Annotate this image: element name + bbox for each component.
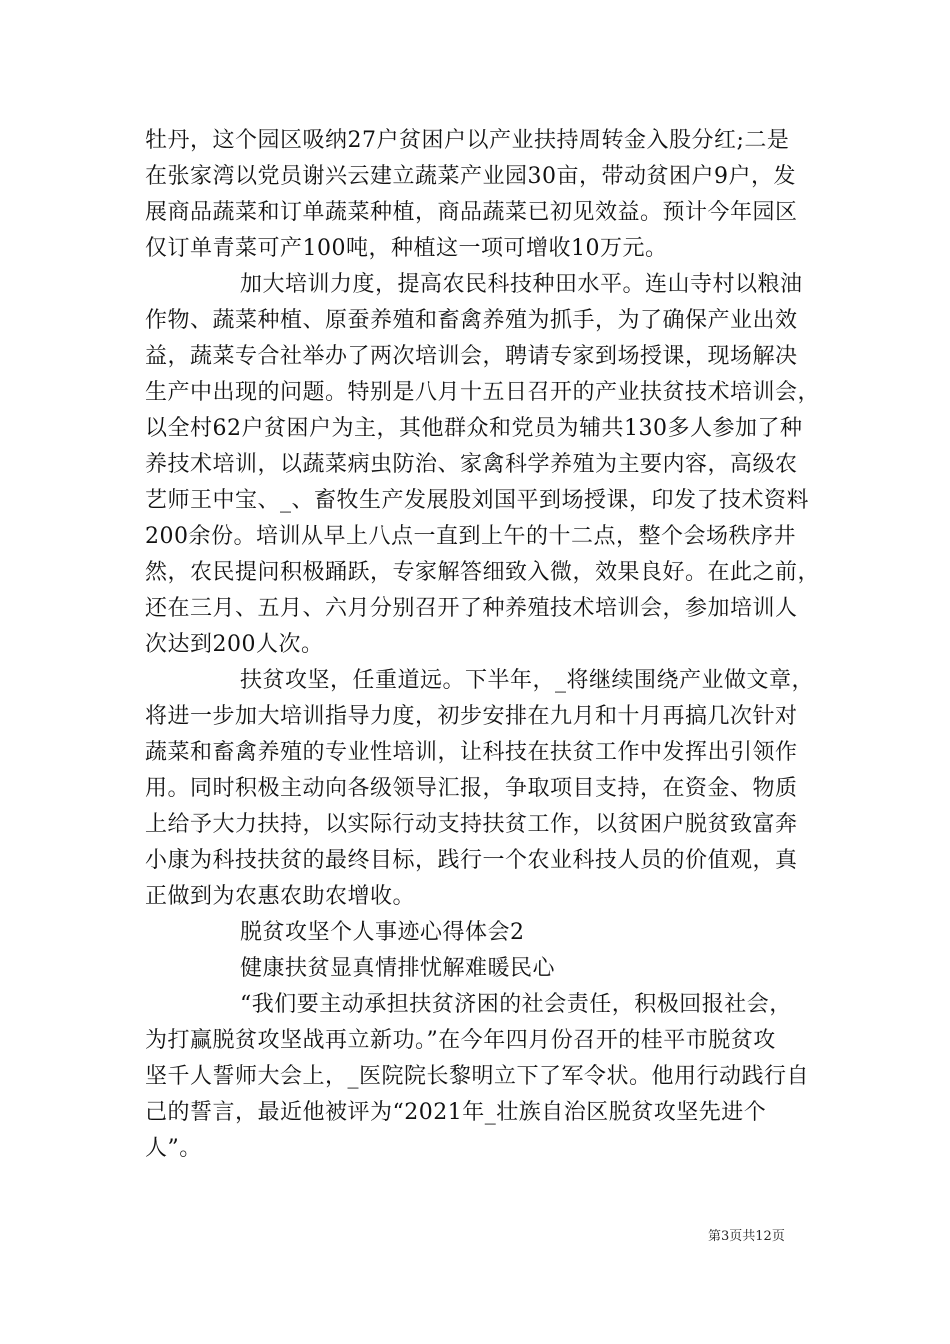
section-subheading: 健康扶贫显真情排忧解难暖民心 xyxy=(240,956,556,981)
text-line-21: 小康为科技扶贫的最终目标，践行一个农业科技人员的价值观，真 xyxy=(145,848,798,873)
text-line-10: 养技术培训，以蔬菜病虫防治、家禽科学养殖为主要内容，高级农 xyxy=(145,452,798,477)
text-line-7: 益，蔬菜专合社举办了两次培训会，聘请专家到场授课，现场解决 xyxy=(145,344,798,369)
page-number-footer: 第3页共12页 xyxy=(708,1229,785,1244)
text-line-27: 坚千人誓师大会上，_医院院长黎明立下了军令状。他用行动践行自 xyxy=(145,1064,810,1089)
text-line-3: 展商品蔬菜和订单蔬菜种植，商品蔬菜已初见效益。预计今年园区 xyxy=(145,200,798,225)
text-line-12: 200余份。培训从早上八点一直到上午的十二点，整个会场秩序井 xyxy=(145,524,796,549)
text-line-17: 将进一步加大培训指导力度，初步安排在九月和十月再搞几次针对 xyxy=(145,704,798,729)
text-line-19: 用。同时积极主动向各级领导汇报，争取项目支持，在资金、物质 xyxy=(145,776,798,801)
text-line-15: 次达到200人次。 xyxy=(145,632,324,657)
text-line-18: 蔬菜和畜禽养殖的专业性培训，让科技在扶贫工作中发挥出引领作 xyxy=(145,740,798,765)
text-line-22: 正做到为农惠农助农增收。 xyxy=(145,884,416,909)
text-line-29: 人”。 xyxy=(145,1136,202,1161)
text-line-1: 牡丹，这个园区吸纳27户贫困户以产业扶持周转金入股分红;二是 xyxy=(145,128,790,153)
text-line-9: 以全村62户贫困户为主，其他群众和党员为辅共130多人参加了种 xyxy=(145,416,803,441)
paragraph-start-quote: “我们要主动承担扶贫济困的社会责任，积极回报社会， xyxy=(240,992,792,1017)
text-line-28: 己的誓言，最近他被评为“2021年_壮族自治区脱贫攻坚先进个 xyxy=(145,1100,767,1125)
text-line-6: 作物、蔬菜种植、原蚕养殖和畜禽养殖为抓手，为了确保产业出效 xyxy=(145,308,798,333)
text-line-2: 在张家湾以党员谢兴云建立蔬菜产业园30亩，带动贫困户9户，发 xyxy=(145,164,796,189)
text-line-13: 然，农民提问积极踊跃，专家解答细致入微，效果良好。在此之前， xyxy=(145,560,821,585)
text-line-11: 艺师王中宝、_、畜牧生产发展股刘国平到场授课，印发了技术资料 xyxy=(145,488,810,513)
text-line-14: 还在三月、五月、六月分别召开了种养殖技术培训会，参加培训人 xyxy=(145,596,798,621)
text-line-4: 仅订单青菜可产100吨，种植这一项可增收10万元。 xyxy=(145,236,668,261)
paragraph-start-plan: 扶贫攻坚，任重道远。下半年，_将继续围绕产业做文章， xyxy=(240,668,815,693)
paragraph-start-training: 加大培训力度，提高农民科技种田水平。连山寺村以粮油 xyxy=(240,272,803,297)
text-line-26: 为打赢脱贫攻坚战再立新功。”在今年四月份召开的桂平市脱贫攻 xyxy=(145,1028,776,1053)
text-line-8: 生产中出现的问题。特别是八月十五日召开的产业扶贫技术培训会， xyxy=(145,380,821,405)
text-line-20: 上给予大力扶持，以实际行动支持扶贫工作，以贫困户脱贫致富奔 xyxy=(145,812,798,837)
section-heading: 脱贫攻坚个人事迹心得体会2 xyxy=(240,920,525,945)
